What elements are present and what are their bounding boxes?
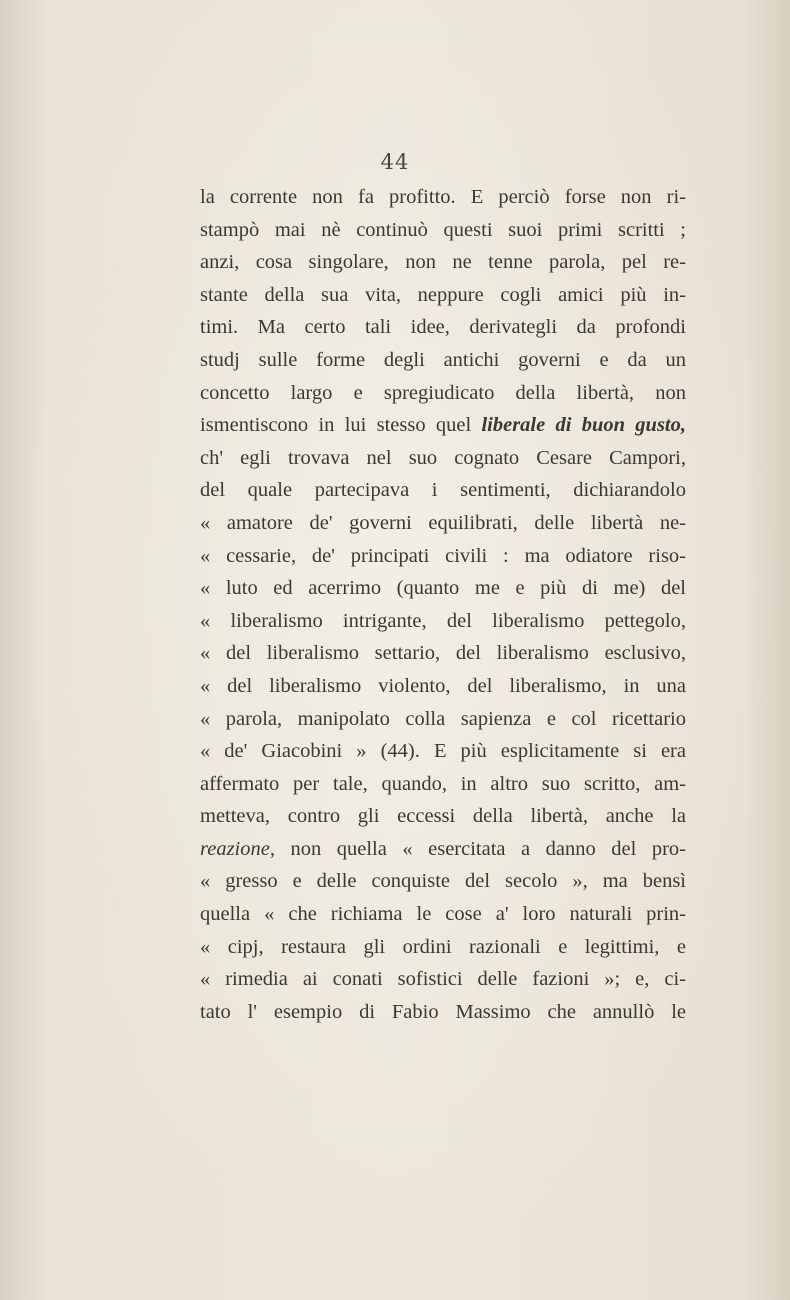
text-run: « gresso e delle conquiste del secolo », ma bensì bbox=[200, 870, 686, 893]
text-run: tato l' esempio di Fabio Massimo che annullò le bbox=[200, 1000, 686, 1023]
emphasized-text: liberale di buon gusto, bbox=[481, 414, 687, 437]
text-run: stante della sua vita, neppure cogli amici più in- bbox=[200, 283, 686, 306]
text-run: « liberalismo intrigante, del liberalismo pettegolo, bbox=[200, 609, 686, 632]
text-run: del quale partecipava i sentimenti, dichiarandolo bbox=[200, 479, 686, 502]
text-run: « rimedia ai conati sofistici delle fazioni »; e, ci- bbox=[200, 968, 686, 991]
text-run: ismentiscono in lui stesso quel bbox=[200, 414, 482, 437]
text-line bbox=[200, 246, 686, 279]
text-run: quella « che richiama le cose a' loro naturali prin- bbox=[200, 903, 686, 926]
text-run: ch' egli trovava nel suo cognato Cesare Campori, bbox=[200, 446, 686, 469]
text-run: « luto ed acerrimo (quanto me e più di me) del bbox=[200, 577, 686, 600]
text-run: « cipj, restaura gli ordini razionali e legittimi, e bbox=[200, 935, 686, 958]
text-line bbox=[200, 311, 686, 344]
text-line bbox=[200, 605, 686, 638]
text-run: stampò mai nè continuò questi suoi primi scritti ; bbox=[200, 218, 686, 241]
text-line bbox=[200, 507, 686, 540]
text-run: metteva, contro gli eccessi della libertà, anche la bbox=[200, 805, 686, 828]
text-run: affermato per tale, quando, in altro suo scritto, am- bbox=[200, 772, 686, 795]
text-line bbox=[200, 540, 686, 573]
text-run: , non quella « esercitata a danno del pro- bbox=[269, 837, 686, 860]
text-run: « del liberalismo violento, del liberalismo, in una bbox=[200, 674, 686, 697]
text-run: « parola, manipolato colla sapienza e col ricettario bbox=[200, 707, 686, 730]
text-run: anzi, cosa singolare, non ne tenne parola, pel re- bbox=[200, 251, 686, 274]
text-run: studj sulle forme degli antichi governi e da un bbox=[200, 348, 686, 371]
text-line bbox=[200, 442, 686, 475]
text-run: « del liberalismo settario, del liberalismo esclusivo, bbox=[200, 642, 686, 665]
text-line bbox=[200, 214, 686, 247]
text-line bbox=[200, 963, 686, 996]
text-line bbox=[200, 768, 686, 801]
text-line bbox=[200, 833, 686, 866]
text-line bbox=[200, 474, 686, 507]
text-run: « amatore de' governi equilibrati, delle libertà ne- bbox=[200, 511, 686, 534]
text-run: timi. Ma certo tali idee, derivategli da profondi bbox=[200, 316, 686, 339]
page-number: 44 bbox=[380, 150, 410, 174]
text-line bbox=[200, 279, 686, 312]
body-text bbox=[200, 181, 686, 1028]
text-line bbox=[200, 377, 686, 410]
text-line bbox=[200, 572, 686, 605]
emphasized-text: reazione bbox=[200, 837, 270, 860]
text-line bbox=[200, 800, 686, 833]
text-line bbox=[200, 865, 686, 898]
text-run: « cessarie, de' principati civili : ma odiatore riso- bbox=[200, 544, 686, 567]
text-line bbox=[200, 181, 686, 214]
text-run: « de' Giacobini » (44). E più esplicitamente si era bbox=[200, 740, 686, 763]
text-line bbox=[200, 409, 686, 442]
text-line bbox=[200, 931, 686, 964]
text-run: concetto largo e spregiudicato della libertà, non bbox=[200, 381, 686, 404]
text-line bbox=[200, 344, 686, 377]
text-line bbox=[200, 670, 686, 703]
text-run: la corrente non fa profitto. E perciò forse non ri- bbox=[200, 186, 686, 208]
text-line bbox=[200, 898, 686, 931]
text-line bbox=[200, 637, 686, 670]
text-line bbox=[200, 996, 686, 1029]
text-line bbox=[200, 735, 686, 768]
text-line bbox=[200, 703, 686, 736]
